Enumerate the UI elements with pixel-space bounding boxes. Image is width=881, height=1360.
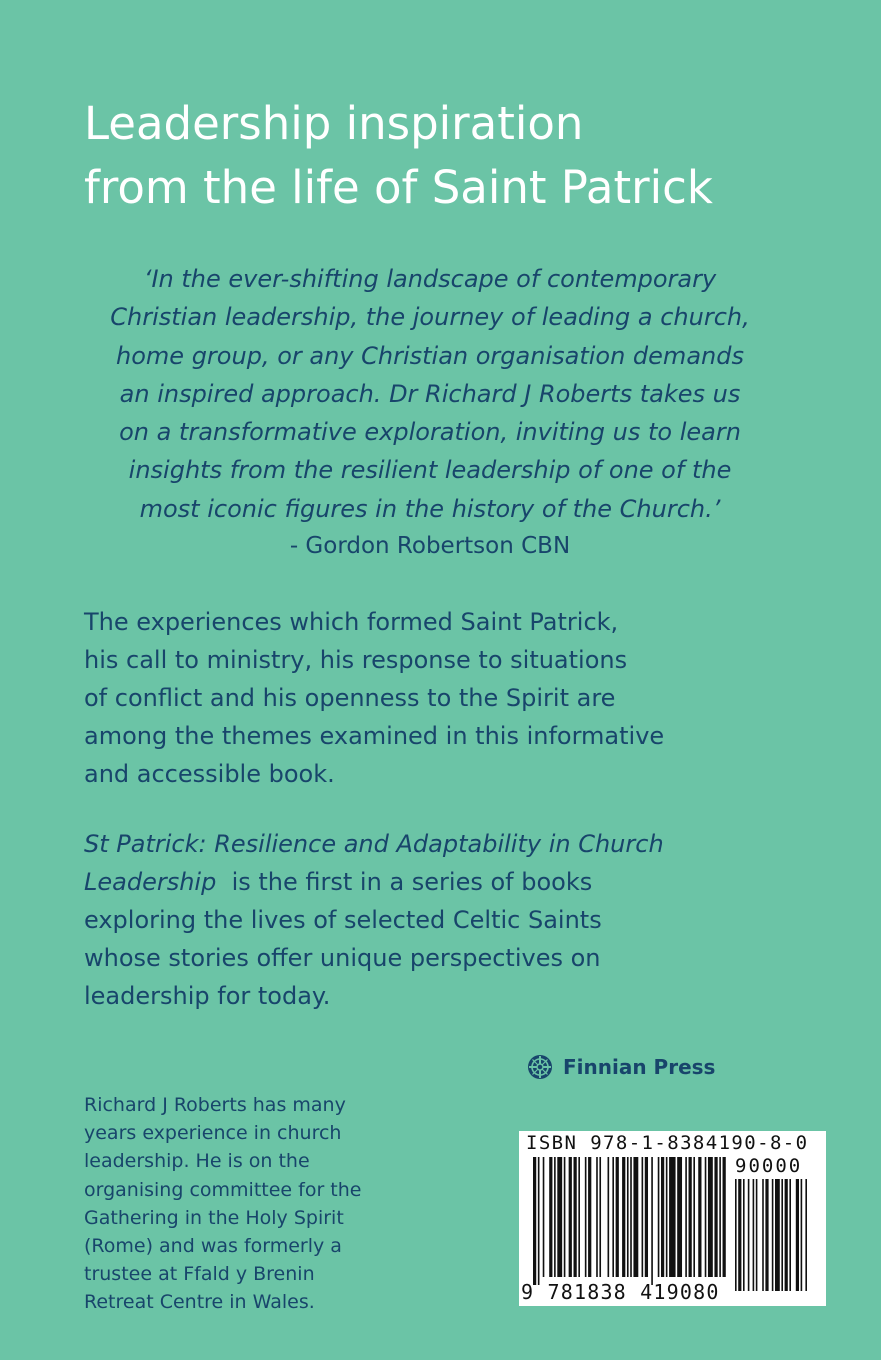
barcode-bar xyxy=(557,1157,562,1277)
headline-line: Leadership inspiration xyxy=(84,97,584,150)
barcode-bar xyxy=(599,1157,601,1277)
quote-line: most iconic figures in the history of the Church.’ xyxy=(139,494,721,523)
barcode-bar xyxy=(765,1179,768,1291)
barcode-bar xyxy=(772,1179,774,1291)
barcode-bar xyxy=(762,1179,764,1291)
barcode-bar xyxy=(685,1157,687,1277)
headline-line: from the life of Saint Patrick xyxy=(84,161,713,214)
barcode-bar xyxy=(543,1157,545,1277)
isbn-barcode xyxy=(519,1131,826,1306)
barcode-bar xyxy=(651,1157,653,1285)
barcode-bar xyxy=(608,1157,610,1277)
barcode-bar xyxy=(549,1157,552,1277)
barcode-bar xyxy=(698,1157,701,1277)
barcode-bar xyxy=(796,1179,799,1291)
barcode-bar xyxy=(775,1179,780,1291)
barcode-bar xyxy=(738,1179,741,1291)
series-description xyxy=(84,825,784,1015)
quote-line: insights from the resilient leadership of one of the xyxy=(128,456,732,485)
celtic-knot-icon xyxy=(527,1054,553,1080)
headline xyxy=(84,92,844,220)
barcode-bar xyxy=(677,1157,682,1277)
bio-line: trustee at Ffald y Brenin xyxy=(84,1263,315,1286)
barcode-bar xyxy=(533,1157,536,1285)
barcode-bar xyxy=(564,1157,566,1277)
quote-line: an inspired approach. Dr Richard J Roberts takes us xyxy=(119,379,741,408)
publisher-imprint xyxy=(527,1050,715,1084)
barcode-bar xyxy=(622,1157,625,1277)
barcode-bar xyxy=(585,1157,587,1277)
barcode-bar xyxy=(616,1157,619,1277)
barcode-bar xyxy=(661,1157,664,1277)
barcode-bar xyxy=(569,1157,572,1277)
quote-line: Christian leadership, the journey of leading a church, xyxy=(110,303,750,332)
quote-attribution: - Gordon Robertson CBN xyxy=(289,533,571,559)
barcode-bar xyxy=(748,1179,750,1291)
book-title: St Patrick: Resilience and Adaptability in Church xyxy=(84,830,664,858)
description-line: among the themes examined in this informative xyxy=(84,722,665,750)
bio-line: Gathering in the Holy Spirit xyxy=(84,1206,344,1229)
bio-line: years experience in church xyxy=(84,1122,342,1145)
series-line: whose stories offer unique perspectives on xyxy=(84,944,601,972)
barcode-bar xyxy=(756,1179,758,1291)
barcode-bar xyxy=(658,1157,660,1277)
barcode-bar xyxy=(574,1157,577,1277)
barcode-bar xyxy=(743,1179,745,1291)
bio-line: (Rome) and was formerly a xyxy=(84,1235,342,1258)
barcode-bar xyxy=(719,1157,721,1277)
barcode-bar xyxy=(689,1157,692,1277)
barcode-bar xyxy=(627,1157,629,1277)
barcode-bar xyxy=(642,1157,644,1277)
description-line: The experiences which formed Saint Patrick, xyxy=(84,608,619,636)
barcode-bar xyxy=(538,1157,540,1285)
series-line: exploring the lives of selected Celtic Saints xyxy=(84,906,602,934)
isbn-label: ISBN 978-1-8384190-8-0 xyxy=(526,1132,809,1154)
bio-line: Richard J Roberts has many xyxy=(84,1094,346,1116)
bio-line: Retreat Centre in Wales. xyxy=(84,1291,315,1314)
book-title: Leadership xyxy=(84,868,217,896)
barcode-bar xyxy=(630,1157,632,1277)
series-line: leadership for today. xyxy=(84,982,331,1010)
publisher-name: Finnian Press xyxy=(563,1055,716,1079)
barcode-bar xyxy=(753,1179,755,1291)
barcode-bar xyxy=(645,1157,648,1277)
barcode-bar xyxy=(588,1157,591,1277)
bio-line: organising committee for the xyxy=(84,1178,362,1201)
barcode-bar xyxy=(669,1157,675,1277)
barcode-bar xyxy=(554,1157,556,1277)
quote-line: home group, or any Christian organisation demands xyxy=(116,341,744,370)
barcode-bar xyxy=(789,1179,791,1291)
quote-line: ‘In the ever-shifting landscape of contemporary xyxy=(143,265,717,293)
ean-digits: 9 781838 419080 xyxy=(521,1280,720,1304)
series-text: is the first in a series of books xyxy=(216,868,593,896)
barcode-bar xyxy=(723,1157,726,1277)
barcode-bar xyxy=(693,1157,695,1277)
barcode-bar xyxy=(578,1157,580,1277)
barcode-bar xyxy=(633,1157,638,1277)
bio-line: leadership. He is on the xyxy=(84,1150,310,1173)
description-line: of conflict and his openness to the Spirit are xyxy=(84,684,616,712)
barcode-bar xyxy=(666,1157,668,1277)
description-line: his call to ministry, his response to situations xyxy=(84,646,628,674)
barcode-bar xyxy=(801,1179,803,1291)
barcode-bar xyxy=(785,1179,788,1291)
barcode-bar xyxy=(596,1157,598,1277)
price-code: 90000 xyxy=(735,1155,803,1177)
barcode-bar xyxy=(708,1157,713,1277)
barcode-bar xyxy=(781,1179,783,1291)
barcode-bar xyxy=(612,1157,614,1277)
description-line: and accessible book. xyxy=(84,760,335,788)
barcode-bar xyxy=(805,1179,807,1291)
barcode-bar xyxy=(735,1179,737,1291)
endorsement-quote xyxy=(60,260,800,528)
book-description xyxy=(84,603,784,793)
barcode-bar xyxy=(714,1157,717,1277)
barcode-bar xyxy=(705,1157,707,1277)
author-bio xyxy=(84,1091,414,1317)
quote-line: on a transformative exploration, inviting us to learn xyxy=(119,418,741,447)
